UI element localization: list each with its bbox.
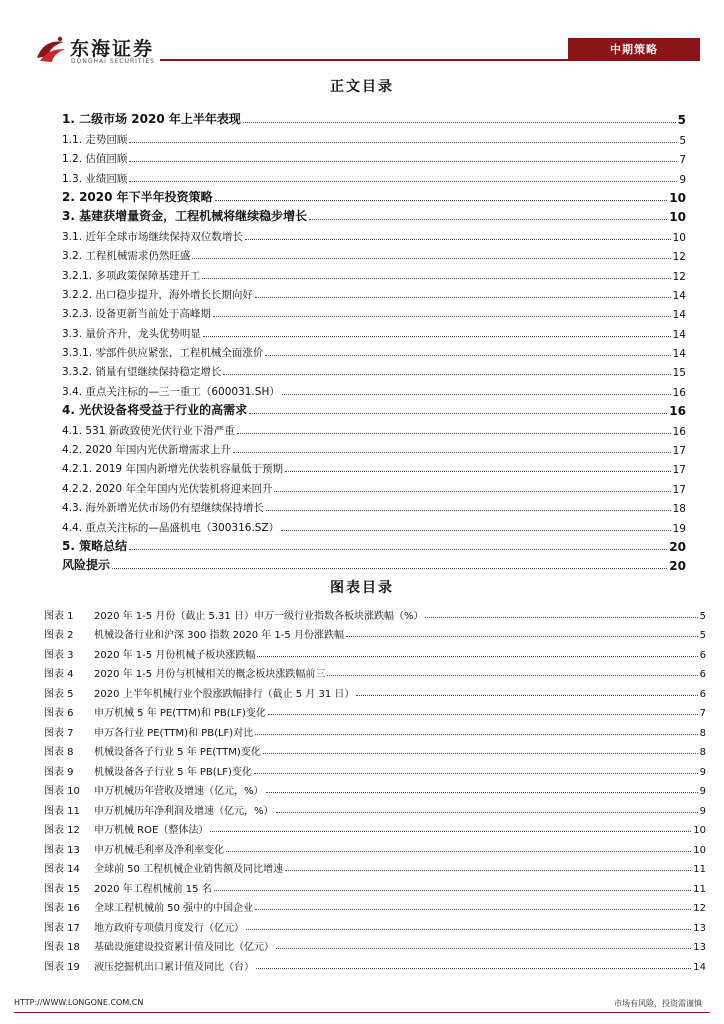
toc-entry-page: 17 [672, 483, 686, 496]
toc-entry-page: 20 [669, 559, 686, 574]
toc-leader-dots [245, 239, 671, 240]
toc-entry-page: 17 [672, 445, 686, 458]
toc-entry-text: 1.1. 走势回顾 [62, 133, 128, 146]
toc-entry-page: 16 [672, 386, 686, 399]
figure-entry-text: 2020 年工程机械前 15 名 [94, 883, 212, 895]
figure-leader-dots [425, 617, 697, 618]
toc-entry[interactable] [62, 438, 686, 457]
figure-entry-text: 申万各行业 PE(TTM)和 PB(LF)对比 [94, 727, 254, 739]
toc-entry-page: 5 [677, 113, 686, 128]
figure-entry[interactable] [44, 914, 706, 934]
figure-leader-dots [268, 714, 698, 715]
toc-entry-text: 3.3.1. 零部件供应紧张，工程机械全面涨价 [62, 347, 264, 360]
figure-entry-text: 申万机械历年净利润及增速（亿元，%） [94, 805, 274, 817]
figure-entry-label: 图表 12 [44, 825, 80, 836]
figure-entry-text: 2020 上半年机械行业个股涨跌幅排行（截止 5 月 31 日） [94, 688, 355, 700]
figure-entry[interactable] [44, 817, 706, 837]
figure-entry-text: 2020 年 1-5 月份机械子板块涨跌幅 [94, 649, 256, 661]
toc-leader-dots [255, 297, 671, 298]
toc-entry-page: 14 [672, 328, 686, 341]
figure-entry-page: 6 [699, 688, 706, 700]
figure-leader-dots [255, 909, 691, 910]
figure-entry-text: 申万机械 ROE（整体法） [94, 825, 209, 836]
toc-entry-text: 4.3. 海外新增光伏市场仍有望继续保持增长 [62, 502, 264, 515]
figure-entry-page: 14 [693, 961, 706, 973]
figure-entry[interactable] [44, 895, 706, 915]
toc-entry-text: 1.3. 业绩回顾 [62, 172, 128, 185]
figure-entry[interactable] [44, 719, 706, 739]
figure-entry[interactable] [44, 778, 706, 798]
toc-entry-text: 4. 光伏设备将受益于行业的高需求 [62, 403, 248, 418]
toc-entry-page: 10 [669, 210, 686, 225]
page-header [0, 0, 724, 70]
toc-entry-text: 4.2.2. 2020 年全年国内光伏装机将迎来回升 [62, 482, 273, 495]
toc-leader-dots [237, 433, 671, 434]
toc-entry-text: 3.4. 重点关注标的—三一重工（600031.SH） [62, 385, 280, 398]
figure-entry[interactable] [44, 739, 706, 759]
figure-entry-label: 图表 11 [44, 805, 80, 817]
figure-entry-page: 10 [693, 825, 706, 836]
toc-leader-dots [129, 549, 667, 550]
figure-entry-text: 基础设施建设投资累计值及同比（亿元） [94, 942, 274, 953]
figure-entry[interactable] [44, 836, 706, 856]
figure-leader-dots [356, 695, 697, 696]
toc-leader-dots [266, 510, 671, 511]
toc-entry-page: 18 [672, 503, 686, 516]
figure-entry-page: 13 [693, 942, 706, 953]
logo-text-en: DONGHAI SECURITIES [71, 58, 155, 65]
figure-entry-page: 8 [699, 747, 706, 758]
toc-leader-dots [203, 336, 671, 337]
toc-entry-text: 4.1. 531 新政致使光伏行业下滑严重 [62, 424, 235, 437]
toc-entry[interactable] [62, 263, 686, 282]
toc-leader-dots [129, 161, 677, 162]
toc-leader-dots [285, 471, 671, 472]
toc-entry[interactable] [62, 418, 686, 437]
figure-entry-page: 7 [699, 708, 706, 719]
figure-entry-page: 9 [699, 805, 706, 817]
figure-leader-dots [327, 675, 697, 676]
toc-entry[interactable] [62, 515, 686, 534]
toc-entry[interactable] [62, 224, 686, 243]
toc-leader-dots [282, 394, 671, 395]
figure-entry[interactable] [44, 856, 706, 876]
figure-leader-dots [346, 636, 698, 637]
toc-entry-page: 20 [669, 539, 686, 554]
toc-leader-dots [265, 355, 670, 356]
toc-leader-dots [309, 219, 667, 220]
toc-entry-text: 5. 策略总结 [62, 538, 128, 553]
figure-leader-dots [276, 812, 698, 813]
figure-leader-dots [257, 656, 697, 657]
figure-entry[interactable] [44, 680, 706, 700]
figure-leader-dots [246, 929, 691, 930]
toc-entry[interactable] [62, 108, 686, 127]
figure-leader-dots [255, 734, 697, 735]
figure-entry-page: 12 [693, 903, 706, 914]
figure-entry-text: 2020 年 1-5 月份与机械相关的概念板块涨跌幅前三 [94, 669, 326, 680]
figure-entry-label: 图表 9 [44, 766, 74, 778]
figure-entry[interactable] [44, 641, 706, 661]
toc-entry-text: 3.3. 量价齐升，龙头优势明显 [62, 327, 201, 340]
toc-entry-text: 1. 二级市场 2020 年上半年表现 [62, 112, 241, 127]
toc-entry-page: 7 [679, 154, 686, 167]
figure-entry-text: 机械设备各子行业 5 年 PE(TTM)变化 [94, 747, 261, 758]
figure-entry-text: 液压挖掘机出口累计值及同比（台） [94, 961, 254, 973]
figure-entry-label: 图表 3 [44, 649, 74, 661]
figure-entry-label: 图表 2 [44, 630, 74, 641]
figure-entry-page: 11 [693, 864, 706, 875]
toc-leader-dots [192, 258, 670, 259]
figure-entry[interactable] [44, 758, 706, 778]
figure-entry-page: 6 [699, 669, 706, 680]
figure-list-title: 图表目录 [330, 580, 394, 596]
figure-leader-dots [276, 948, 691, 949]
toc-entry-page: 10 [669, 190, 686, 205]
toc-entry-page: 15 [672, 367, 686, 380]
toc-entry[interactable] [62, 205, 686, 224]
figure-entry-page: 6 [699, 649, 706, 661]
toc-entry[interactable] [62, 535, 686, 554]
toc-entry-page: 12 [672, 251, 686, 264]
toc-leader-dots [281, 530, 670, 531]
toc-entry-page: 17 [672, 464, 686, 477]
toc-entry-page: 16 [672, 425, 686, 438]
toc-leader-dots [213, 316, 671, 317]
toc-entry[interactable] [62, 399, 686, 418]
toc-entry-text: 3.2.2. 出口稳步提升，海外增长长期向好 [62, 288, 253, 301]
toc-entry-page: 10 [672, 231, 686, 244]
figure-entry-text: 申万机械毛利率及净利率变化 [94, 844, 224, 856]
toc-entry-text: 3.2. 工程机械需求仍然旺盛 [62, 250, 191, 263]
figure-entry-label: 图表 4 [44, 669, 74, 680]
figure-entry-page: 10 [693, 844, 706, 856]
figure-entry-label: 图表 10 [44, 786, 80, 797]
toc-entry[interactable] [62, 127, 686, 146]
figure-entry-text: 2020 年 1-5 月份（截止 5.31 日）申万一级行业指数各板块涨跌幅（%） [94, 610, 424, 622]
figure-entry-label: 图表 17 [44, 922, 80, 934]
toc-entry-text: 4.4. 重点关注标的—晶盛机电（300316.SZ） [62, 521, 280, 534]
report-type-badge: 中期策略 [568, 38, 700, 60]
figure-entry-text: 机械设备行业和沪深 300 指数 2020 年 1-5 月份涨跌幅 [94, 630, 344, 641]
figure-entry[interactable] [44, 934, 706, 954]
toc-entry[interactable] [62, 476, 686, 495]
toc-entry[interactable] [62, 166, 686, 185]
toc-entry-text: 3.3.2. 销量有望继续保持稳定增长 [62, 366, 222, 379]
toc-entry-text: 4.2. 2020 年国内光伏新增需求上升 [62, 444, 231, 457]
toc-entry[interactable] [62, 283, 686, 302]
figure-entry-text: 申万机械历年营收及增速（亿元，%） [94, 786, 264, 797]
toc-entry-text: 3.1. 近年全球市场继续保持双位数增长 [62, 230, 243, 243]
figure-entry-label: 图表 18 [44, 942, 80, 953]
toc-entry[interactable] [62, 244, 686, 263]
toc-entry[interactable] [62, 321, 686, 340]
figure-entry[interactable] [44, 622, 706, 642]
toc-leader-dots [223, 374, 670, 375]
toc-entry-page: 9 [679, 173, 686, 186]
figure-entry-text: 全球工程机械前 50 强中的中国企业 [94, 903, 254, 914]
toc-entry-text: 风险提示 [62, 558, 111, 573]
figure-entry-page: 9 [699, 786, 706, 797]
figure-entry[interactable] [44, 875, 706, 895]
toc-leader-dots [112, 568, 667, 569]
figure-entry-label: 图表 16 [44, 903, 80, 914]
toc-leader-dots [129, 181, 677, 182]
toc-entry[interactable] [62, 379, 686, 398]
figure-leader-dots [263, 753, 698, 754]
toc-entry-page: 16 [669, 404, 686, 419]
toc-entry-page: 5 [679, 134, 686, 147]
toc-leader-dots [249, 413, 667, 414]
toc-entry[interactable] [62, 302, 686, 321]
figure-leader-dots [226, 851, 691, 852]
toc-entry-text: 3.2.1. 多项政策保障基建开工 [62, 269, 201, 282]
figure-entry[interactable] [44, 700, 706, 720]
figure-entry[interactable] [44, 602, 706, 622]
logo-text-cn: 东海证券 [70, 38, 155, 60]
figure-entry-label: 图表 13 [44, 844, 80, 856]
toc-entry[interactable] [62, 341, 686, 360]
figure-entry-page: 5 [699, 610, 706, 622]
figure-entry-label: 图表 7 [44, 727, 74, 739]
figure-entry-page: 11 [693, 883, 706, 895]
figure-entry-label: 图表 19 [44, 961, 80, 973]
toc-entry-page: 14 [672, 348, 686, 361]
toc-entry[interactable] [62, 496, 686, 515]
figure-entry-label: 图表 8 [44, 747, 74, 758]
toc-entry[interactable] [62, 554, 686, 573]
toc-entry[interactable] [62, 457, 686, 476]
figure-entry[interactable] [44, 797, 706, 817]
figure-entry-text: 申万机械 5 年 PE(TTM)和 PB(LF)变化 [94, 708, 266, 719]
toc-leader-dots [129, 142, 677, 143]
figure-entry-page: 8 [699, 727, 706, 739]
figure-leader-dots [285, 870, 691, 871]
figure-entry-label: 图表 6 [44, 708, 74, 719]
toc-entry-page: 14 [672, 309, 686, 322]
figure-entry-label: 图表 15 [44, 883, 80, 895]
figure-entry-text: 地方政府专项债月度发行（亿元） [94, 922, 244, 934]
toc-entry-page: 12 [672, 270, 686, 283]
footer-rule [14, 1012, 710, 1013]
figure-leader-dots [256, 968, 691, 969]
toc-entry[interactable] [62, 186, 686, 205]
toc-entry-text: 3.2.3. 设备更新当前处于高峰期 [62, 308, 211, 321]
toc-entry[interactable] [62, 360, 686, 379]
toc-entry-text: 4.2.1. 2019 年国内新增光伏装机容量低于预期 [62, 463, 283, 476]
toc-entry[interactable] [62, 147, 686, 166]
toc-title: 正文目录 [330, 79, 394, 95]
toc-entry-text: 2. 2020 年下半年投资策略 [62, 189, 213, 204]
figure-entry-text: 全球前 50 工程机械企业销售额及同比增速 [94, 864, 284, 875]
figure-entry-page: 9 [699, 766, 706, 778]
donghai-logo-icon [34, 34, 68, 64]
figure-leader-dots [210, 831, 691, 832]
figure-entry[interactable] [44, 661, 706, 681]
toc-leader-dots [233, 452, 671, 453]
figure-entry[interactable] [44, 953, 706, 973]
figure-entry-label: 图表 1 [44, 610, 74, 622]
toc-entry-page: 14 [672, 289, 686, 302]
toc-entry-text: 3. 基建获增量资金，工程机械将继续稳步增长 [62, 209, 308, 224]
figure-entry-page: 5 [699, 630, 706, 641]
figure-leader-dots [254, 773, 698, 774]
figure-list [44, 602, 706, 973]
figure-leader-dots [266, 792, 698, 793]
toc-leader-dots [243, 122, 676, 123]
toc-entry-page: 19 [672, 522, 686, 535]
figure-entry-label: 图表 5 [44, 688, 74, 700]
toc-leader-dots [274, 491, 670, 492]
figure-leader-dots [214, 890, 692, 891]
toc-entry-text: 1.2. 估值回顾 [62, 153, 128, 166]
toc-leader-dots [202, 278, 670, 279]
figure-entry-text: 机械设备各子行业 5 年 PB(LF)变化 [94, 766, 252, 778]
figure-entry-label: 图表 14 [44, 864, 80, 875]
toc-leader-dots [215, 200, 668, 201]
figure-entry-page: 13 [693, 922, 706, 934]
footer-disclaimer: 市场有风险，投资需谨慎 [614, 999, 702, 1008]
footer-url: HTTP://WWW.LONGONE.COM.CN [14, 998, 144, 1007]
toc-list [62, 108, 686, 573]
